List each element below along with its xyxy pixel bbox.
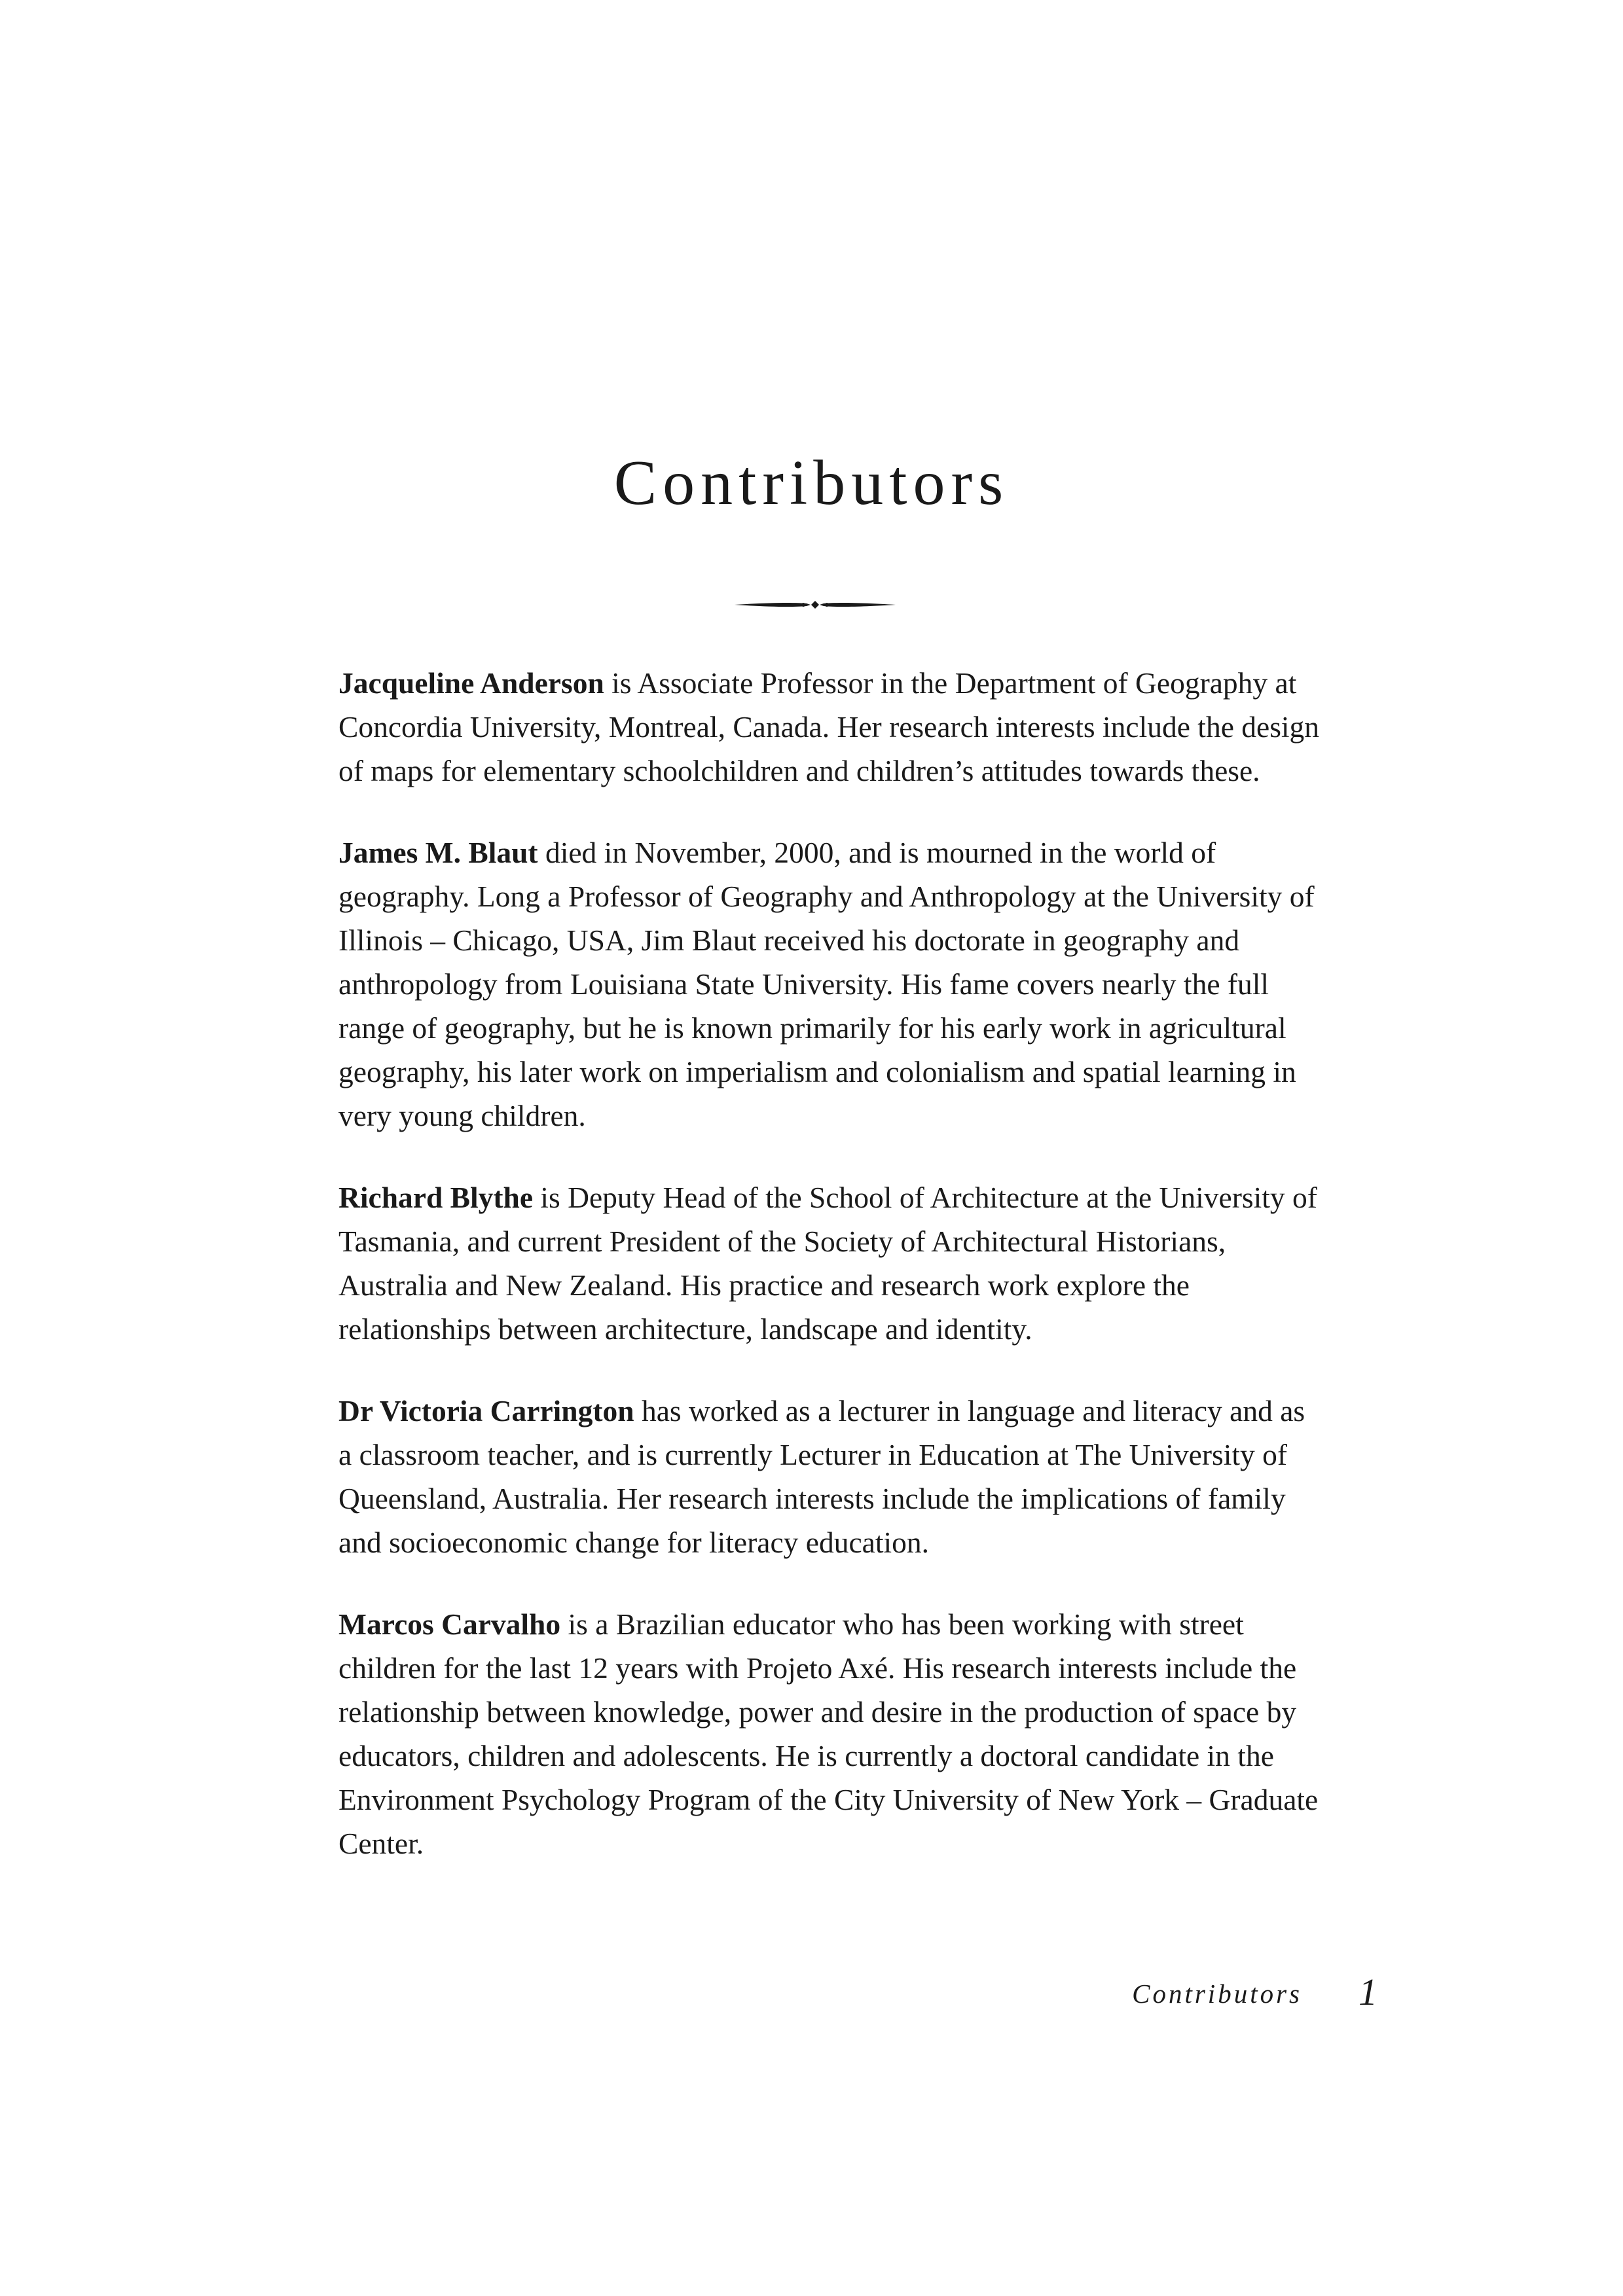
contributor-bio: is a Brazilian educator who has been working with street children for the last 12 years with Projeto Axé. His research interests include the relationship between knowledge, power and desire in the production of space by educators, children and adolescents. He is currently a doctoral candidate in the Environment Psychology Program of the City University of New York – Graduate Center. (338, 1607, 1319, 1860)
contributor-name: James M. Blaut (338, 836, 538, 869)
running-head: Contributors (1132, 1979, 1302, 2009)
contributors-list (338, 661, 1321, 1903)
contributor-entry (338, 831, 1321, 1138)
contributor-bio: died in November, 2000, and is mourned in the world of geography. Long a Professor of Geography and Anthropology at the University of Illinois – Chicago, USA, Jim Blaut received his doctorate in geography and anthropology from Louisiana State University. His fame covers nearly the full range of geography, but he is known primarily for his early work in agricultural geography, his later work on imperialism and colonialism and spatial learning in very young children. (338, 836, 1315, 1132)
contributor-name: Marcos Carvalho (338, 1607, 561, 1641)
contributor-entry (338, 1602, 1321, 1865)
contributor-entry (338, 1389, 1321, 1564)
page-footer (0, 1970, 1623, 2022)
contributor-name: Dr Victoria Carrington (338, 1394, 634, 1427)
contributor-entry (338, 1175, 1321, 1351)
contributor-name: Richard Blythe (338, 1181, 534, 1214)
page-number: 1 (1359, 1971, 1377, 2013)
contributor-entry (338, 661, 1321, 793)
ornament-divider-icon (733, 597, 897, 613)
page-title: Contributors (613, 448, 1010, 518)
contributor-bio: has worked as a lecturer in language and literacy and as a classroom teacher, and is currently Lecturer in Education at The University of Queensland, Australia. Her research interests include the implications of family and socioeconomic change for literacy education. (338, 1394, 1305, 1559)
contributor-bio: is Deputy Head of the School of Architecture at the University of Tasmania, and current President of the Society of Architectural Historians, Australia and New Zealand. His practice and research work explore the relationships between architecture, landscape and identity. (338, 1181, 1317, 1346)
contributor-name: Jacqueline Anderson (338, 666, 604, 700)
contributor-bio: is Associate Professor in the Department of Geography at Concordia University, Montreal, Canada. Her research interests include the design of maps for elementary schoolchildren and children’s attitudes towards these. (338, 666, 1320, 787)
